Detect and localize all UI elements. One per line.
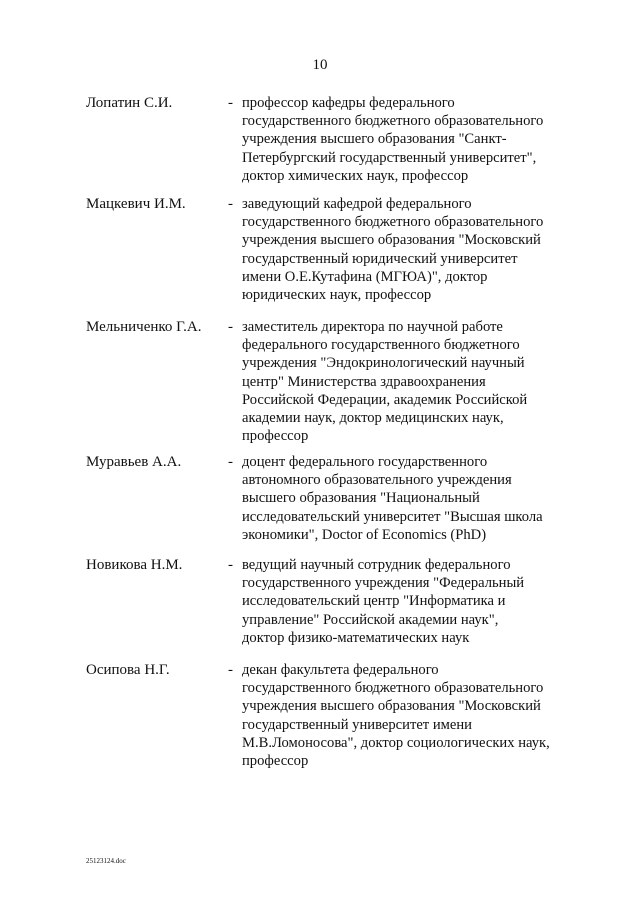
description-line: юридических наук, профессор [242,287,432,304]
member-description [242,556,562,647]
description-line: государственного бюджетного образовательного [242,680,544,697]
list-item [0,453,640,543]
description-line: исследовательский центр "Информатика и [242,593,506,610]
description-line: академии наук, доктор медицинских наук, [242,410,504,427]
dash: - [228,95,233,111]
dash: - [228,454,233,470]
description-line: государственный университет имени [242,716,472,733]
description-line: доктор физико-математических наук [242,629,470,646]
description-line: государственного бюджетного образовательного [242,113,544,130]
member-name: Лопатин С.И. [86,95,173,111]
description-line: доктор химических наук, профессор [242,167,469,184]
description-line: доцент федерального государственного [242,454,488,470]
description-line: учреждения высшего образования "Московский [242,698,541,715]
member-name: Осипова Н.Г. [86,662,170,678]
file-name-footer: 25123124.doc [86,857,126,865]
description-line: государственный юридический университет [242,250,518,267]
description-line: исследовательский университет "Высшая школа [242,508,543,525]
description-line: профессор [242,753,309,770]
dash: - [228,196,233,212]
member-description [242,318,562,445]
description-line: заместитель директора по научной работе [242,319,503,335]
description-line: М.В.Ломоносова", доктор социологических наук, [242,734,550,751]
description-line: учреждения высшего образования "Московский [242,232,541,249]
description-line: декан факультета федерального [242,662,439,678]
description-line: заведующий кафедрой федерального [242,196,472,212]
member-description [242,195,562,304]
description-line: автономного образовательного учреждения [242,472,512,489]
member-description [242,661,562,770]
description-line: учреждения высшего образования "Санкт- [242,131,507,148]
description-line: государственного бюджетного образовательного [242,214,544,231]
description-line: государственного учреждения "Федеральный [242,575,525,592]
list-item [0,318,640,445]
dash: - [228,662,233,678]
member-name: Муравьев А.А. [86,454,182,470]
description-line: имени О.Е.Кутафина (МГЮА)", доктор [242,268,488,285]
description-line: профессор кафедры федерального [242,95,455,111]
list-item [0,556,640,646]
description-line: федерального государственного бюджетного [242,337,520,354]
description-line: Российской Федерации, академик Российской [242,391,528,408]
description-line: учреждения "Эндокринологический научный [242,355,525,372]
description-line: Петербургский государственный университет", [242,149,537,166]
member-description [242,453,562,544]
description-line: ведущий научный сотрудник федерального [242,557,511,573]
list-item [0,94,640,184]
description-line: профессор [242,428,309,445]
dash: - [228,557,233,573]
description-line: высшего образования "Национальный [242,490,480,507]
dash: - [228,319,233,335]
list-item [0,661,640,770]
page-number: 10 [312,57,328,73]
member-name: Мацкевич И.М. [86,196,186,212]
description-line: управление" Российской академии наук", [242,611,499,628]
member-name: Мельниченко Г.А. [86,319,202,335]
member-list [0,94,640,770]
member-description [242,94,562,185]
member-name: Новикова Н.М. [86,557,183,573]
description-line: экономики", Doctor of Economics (PhD) [242,526,487,543]
list-item [0,195,640,304]
description-line: центр" Министерства здравоохранения [242,373,486,390]
